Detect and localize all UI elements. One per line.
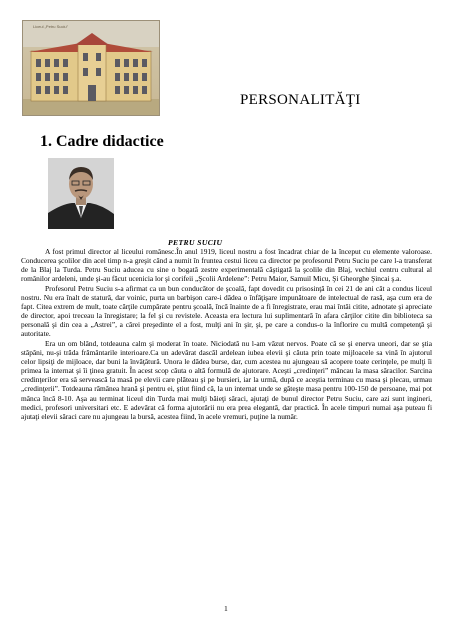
biography-paragraph: Era un om blând, totdeauna calm şi moderat în toate. Niciodată nu l-am văzut nervos. Poate că se şi enerva uneori, dar se ştia stăpâni, nu-şi trăda frământarile interioare.Ca un adevărat dascăl ardelean iubea elevii şi căuta prin toate mijloacele sa vină în ajutorul celor lipsiţi de mijloace, dar buni la învăţătură. Unora le dădea burse, dar, cum acestea nu ajungeau să acopere toate cerinţele, pe mulţi îi primea la internat şi îi ţinea gratuit. În acest scop căuta o altă formulă de ajutorare. Aceşti „credinţeri” mâncau la masa săracilor. Sarcina credinţerilor era să servească la masă pe elevii care plăteau şi pe bursieri, iar la urmă, după ce aceştia terminau cu masa şi plecau, urmau „credinţerii”. Totdeauna rămânea hrană şi pentru ei, ştiut fiind că, la un internat unde se găteşte masa pentru 100-150 de persoane, mai pot mânca încă 8-10. Aşa au terminat liceul din Turda mai mulţi băieţi săraci, ajutaţi de bunul director Petru Suciu, care azi sunt ingineri, medici, profesori universitari etc. E adevărat că forma ajutorării nu era prea elegantă, dar practică. În acele timpuri numai aşa puteau fi ajutaţi elevii săraci care nu ajungeau la bursă, acestea fiind, în acele vremuri, puţine la număr. xyxy=(21,338,432,421)
person-name: PETRU SUCIU xyxy=(168,238,223,247)
portrait-illustration xyxy=(48,158,114,229)
biography-paragraph: A fost primul director al liceului românesc.În anul 1919, liceul nostru a fost încadrat chiar de la început cu elemente valoroase. Conducerea şcolilor din acel timp n-a greşit când a numit în fruntea cestui liceu ca director pe profesorul Petru Suciu pe care l-a transferat de la Blaj la Turda. Petru Suciu aducea cu sine o bogată zestre experimentală câştigată la şcolile din Blaj, vechiul centru cultural al românilor ardeleni, unde şi-au făcut ucenicia lor şi corifeii „Şcolii Ardelene”: Petru Maior, Samuil Micu, Şi Gheorghe Şincai ş.a. xyxy=(21,247,432,284)
page-number: 1 xyxy=(224,604,228,613)
portrait-photo xyxy=(48,158,114,229)
school-building-illustration xyxy=(23,21,160,116)
biography-paragraph: Profesorul Petru Suciu s-a afirmat ca un bun conducător de şcoală, fapt dovedit cu prisosinţă în cei 21 de ani cât a condus liceul nostru. Nu era înalt de statură, dar voinic, purta un barbişon care-i dădea o înfăţişare impunătoare de intelectual de rasă, aşa cum era de fapt. Citea extrem de mult, toate cărţile cumpărate pentru şcoală, încă înainte de a fi înregistrate, erau mai întâi citite, adnotate şi apreciate de director, apoi treceau la înregistare; la fel şi cu revistele. Aceasta era lectura lui suplimentară în afara cărţilor citite din biblioteca sa personală şi din cea a „Astrei”, a cărei preşedinte el a fost, mulţi ani în şir, şi, pe care a condus-o la înflorire cu multă competenţă şi autoritate. xyxy=(21,283,432,339)
section-heading: 1. Cadre didactice xyxy=(40,133,164,150)
photo-caption: Liceul „Petru Suciu” xyxy=(33,24,68,29)
biography-text xyxy=(21,247,432,421)
school-building-photo xyxy=(22,20,160,116)
page-title: PERSONALITĂŢI xyxy=(240,92,361,108)
